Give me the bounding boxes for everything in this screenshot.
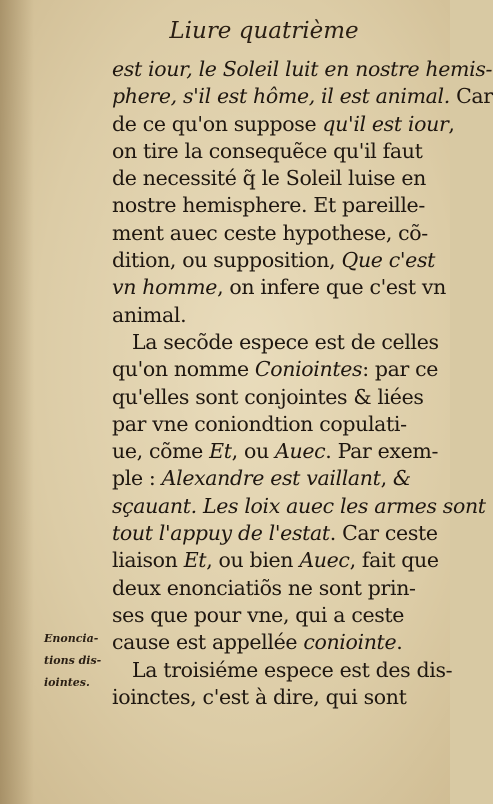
text-line [112,411,430,438]
roman-text: . Car ceste [329,521,438,546]
roman-text: on tire la consequẽce qu'il faut [112,138,423,163]
roman-text: , [448,111,455,136]
roman-text: deux enonciatiõs ne sont prin- [112,575,416,600]
text-line [112,493,486,520]
roman-text: La secõde espece est de celles [132,329,439,354]
text-line [112,547,439,574]
text-line [112,274,446,301]
roman-text: , ou [231,439,276,464]
italic-text: & [392,466,411,491]
roman-text: ment auec ceste hypothese, cõ- [112,220,428,245]
text-line [112,220,430,247]
roman-text: de necessité q̃ le Soleil luise en [112,166,427,191]
text-line [112,629,430,656]
roman-text: Car [449,84,493,109]
italic-text: Et [183,548,207,573]
body-text [112,56,493,711]
italic-text: phere, s'il est hôme, il est animal. [112,84,450,109]
text-line [112,329,439,356]
text-line [112,56,493,83]
italic-text: Que c'est [341,248,435,273]
roman-text: qu'on nomme [112,357,255,382]
text-line [112,575,430,602]
text-line [112,520,438,547]
margin-note [44,628,114,694]
italic-text: tout l'appuy de l'estat [112,521,330,546]
roman-text: ple : [112,466,162,491]
text-line [112,684,430,711]
italic-text: Et [209,439,232,464]
text-line [112,465,430,492]
italic-text: Auec [275,439,326,464]
roman-text: qu'elles sont conjointes & liées [112,384,424,409]
text-line [112,138,430,165]
text-line [112,438,439,465]
text-line [112,302,430,329]
italic-text: qu'il est iour [322,111,449,136]
spine-shadow [0,0,34,804]
margin-note-line: iointes. [44,676,90,689]
text-line [112,602,430,629]
roman-text: dition, ou supposition, [112,248,342,273]
margin-note-line: tions dis- [44,654,102,667]
text-line [112,657,453,684]
roman-text: de ce qu'on suppose [112,111,323,136]
roman-text: , on infere que c'est vn [217,275,446,300]
roman-text: ue, cõme [112,439,210,464]
roman-text: nostre hemisphere. Et pareille- [112,193,425,218]
roman-text: ioinctes, c'est à dire, qui sont [112,684,407,709]
roman-text: ses que pour vne, qui a ceste [112,602,405,627]
text-line [112,384,430,411]
italic-text: coniointe [303,630,397,655]
text-line [112,247,435,274]
text-line [112,83,493,110]
italic-text: vn homme [112,275,218,300]
roman-text: animal. [112,302,187,327]
roman-text: , fait que [349,548,439,573]
italic-text: Alexandre est vaillant [161,466,381,491]
roman-text: liaison [112,548,184,573]
margin-note-line: Enoncia- [44,632,99,645]
italic-text: Coniointes [254,357,363,382]
roman-text: cause est appellée [112,630,304,655]
roman-text: . Par exem- [325,439,439,464]
text-line [112,192,430,219]
text-line [112,165,430,192]
text-line [112,111,455,138]
running-header: Liure quatrième [169,18,359,44]
italic-text: est iour, le Soleil luit en nostre hemis- [112,57,493,81]
italic-text: sçauant. Les loix auec les armes sont [112,493,486,518]
roman-text: . [396,630,403,655]
roman-text: par vne coniondtion copulati- [112,411,407,436]
roman-text: , ou bien [206,548,300,573]
italic-text: Auec [299,548,350,573]
roman-text: : par ce [362,357,439,382]
roman-text: La troisiéme espece est des dis- [132,657,453,682]
text-line [112,356,439,383]
roman-text: , [380,466,393,491]
